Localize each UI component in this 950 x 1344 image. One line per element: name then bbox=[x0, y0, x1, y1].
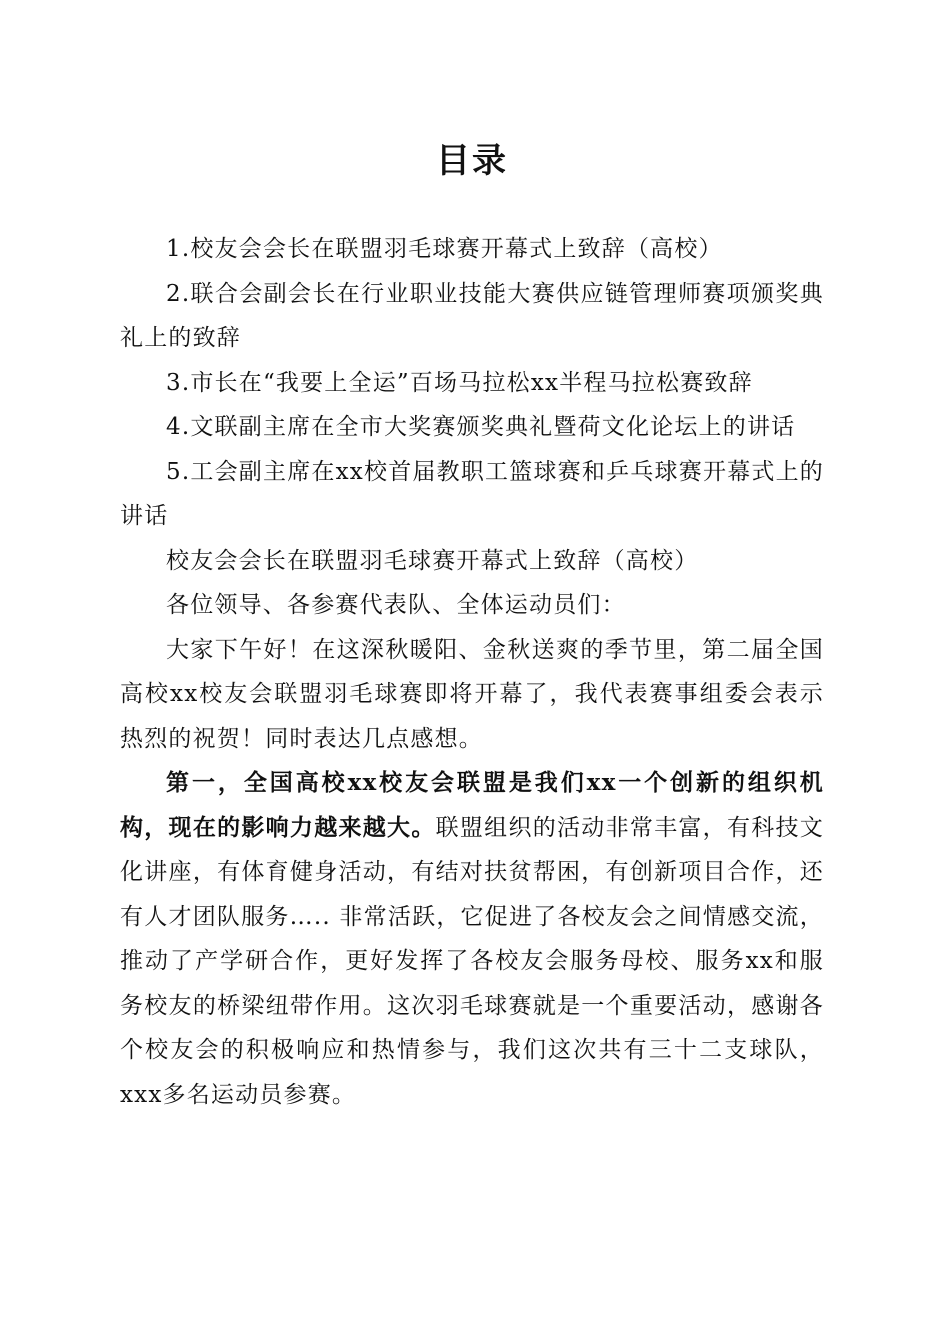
paragraph-2-lead: 第一，全国高校xx校友会联盟是我们xx一个创新的组织机构，现在的影响力越来越大。 bbox=[120, 769, 824, 841]
toc-item-5: 5.工会副主席在xx校首届教职工篮球赛和乒乓球赛开幕式上的讲话 bbox=[120, 458, 824, 529]
article-title: 校友会会长在联盟羽毛球赛开幕式上致辞（高校） bbox=[166, 547, 699, 574]
page-title: 目录 bbox=[436, 141, 508, 181]
toc-item-2: 2.联合会副会长在行业职业技能大赛供应链管理师赛项颁奖典礼上的致辞 bbox=[120, 280, 824, 351]
toc-item-4: 4.文联副主席在全市大奖赛颁奖典礼暨荷文化论坛上的讲话 bbox=[166, 414, 796, 440]
document-page bbox=[120, 135, 824, 1117]
body-paragraph-2 bbox=[120, 761, 824, 1117]
body-paragraph-1: 大家下午好！在这深秋暖阳、金秋送爽的季节里，第二届全国高校xx校友会联盟羽毛球赛即将开幕了，我代表赛事组委会表示热烈的祝贺！同时表达几点感想。 bbox=[120, 636, 824, 752]
toc-item-1: 1.校友会会长在联盟羽毛球赛开幕式上致辞（高校） bbox=[166, 236, 723, 262]
toc-item-3: 3.市长在“我要上全运”百场马拉松xx半程马拉松赛致辞 bbox=[166, 369, 753, 396]
salutation: 各位领导、各参赛代表队、全体运动员们： bbox=[166, 592, 626, 618]
paragraph-2-rest: 联盟组织的活动非常丰富，有科技文化讲座，有体育健身活动，有结对扶贫帮困，有创新项目合作，还有人才团队服务….. 非常活跃，它促进了各校友会之间情感交流，推动了产学研合作，更好发挥了各校友会服务母校、服务xx和服务校友的桥梁纽带作用。这次羽毛球赛就是一个重要活动，感谢各个校友会的积极响应和热情参与，我们这次共有三十二支球队，xxx多名运动员参赛。 bbox=[120, 814, 824, 1108]
